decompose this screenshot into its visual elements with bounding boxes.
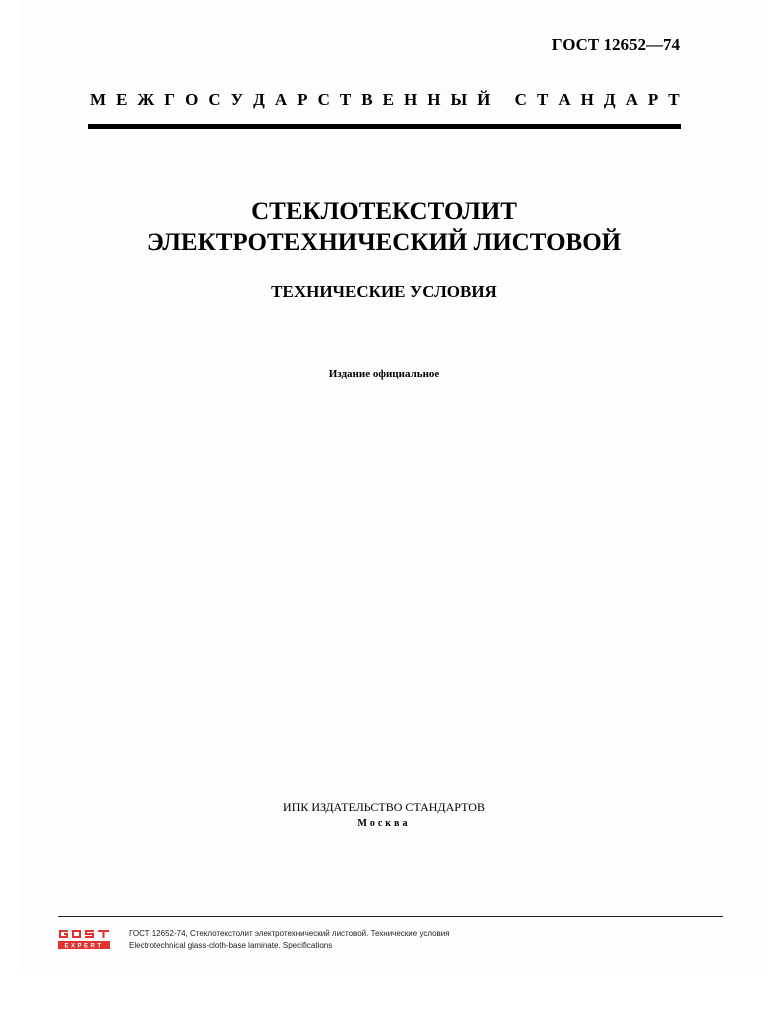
- title-line-1: СТЕКЛОТЕКСТОЛИТ: [251, 198, 517, 225]
- interstate-letter: Т: [339, 90, 352, 109]
- interstate-letter: Г: [164, 90, 176, 109]
- document-subtitle: ТЕХНИЧЕСКИЕ УСЛОВИЯ: [271, 282, 497, 301]
- title-line-2: ЭЛЕКТРОТЕХНИЧЕСКИЙ ЛИСТОВОЙ: [146, 229, 622, 256]
- publisher-name: ИПК ИЗДАТЕЛЬСТВО СТАНДАРТОВ: [283, 800, 485, 814]
- interstate-letter: Д: [253, 90, 265, 109]
- interstate-standard-label: [90, 90, 680, 110]
- document-title: [0, 196, 768, 258]
- interstate-letter: С: [514, 90, 527, 109]
- logo-expert-text: EXPERT: [64, 943, 104, 950]
- footer-info: [129, 928, 450, 952]
- header-rule: [88, 124, 681, 129]
- interstate-letter: Р: [647, 90, 659, 109]
- interstate-letter: А: [558, 90, 571, 109]
- interstate-letter: Й: [477, 90, 491, 109]
- gost-expert-logo: [58, 929, 110, 950]
- interstate-letter: Н: [403, 90, 418, 109]
- interstate-letter: А: [625, 90, 638, 109]
- interstate-word-gap: [500, 90, 504, 110]
- interstate-letter: Н: [427, 90, 441, 109]
- interstate-letter: Р: [297, 90, 308, 109]
- interstate-letter: Н: [580, 90, 594, 109]
- footer-rule: [58, 916, 723, 917]
- standard-number: ГОСТ 12652—74: [551, 35, 680, 54]
- interstate-letter: Т: [668, 90, 680, 109]
- interstate-letter: Ы: [450, 90, 468, 109]
- interstate-letter: Ж: [137, 90, 155, 109]
- interstate-letter: А: [274, 90, 288, 109]
- interstate-letter: Е: [382, 90, 394, 109]
- footer-line-2: Electrotechnical glass-cloth-base laminate. Specifications: [129, 941, 333, 950]
- interstate-letter: С: [208, 90, 221, 109]
- interstate-letter: Т: [536, 90, 549, 109]
- interstate-letter: М: [90, 90, 107, 109]
- footer-line-1: ГОСТ 12652-74, Стеклотекстолит электротехнический листовой. Технические условия: [129, 929, 450, 938]
- interstate-letter: Д: [603, 90, 616, 109]
- publisher-city: Москва: [357, 818, 411, 829]
- edition-note: Издание официальное: [328, 368, 440, 380]
- interstate-letter: С: [317, 90, 330, 109]
- interstate-letter: У: [230, 90, 244, 109]
- interstate-letter: В: [361, 90, 373, 109]
- interstate-letter: Е: [116, 90, 128, 109]
- interstate-letter: О: [185, 90, 199, 109]
